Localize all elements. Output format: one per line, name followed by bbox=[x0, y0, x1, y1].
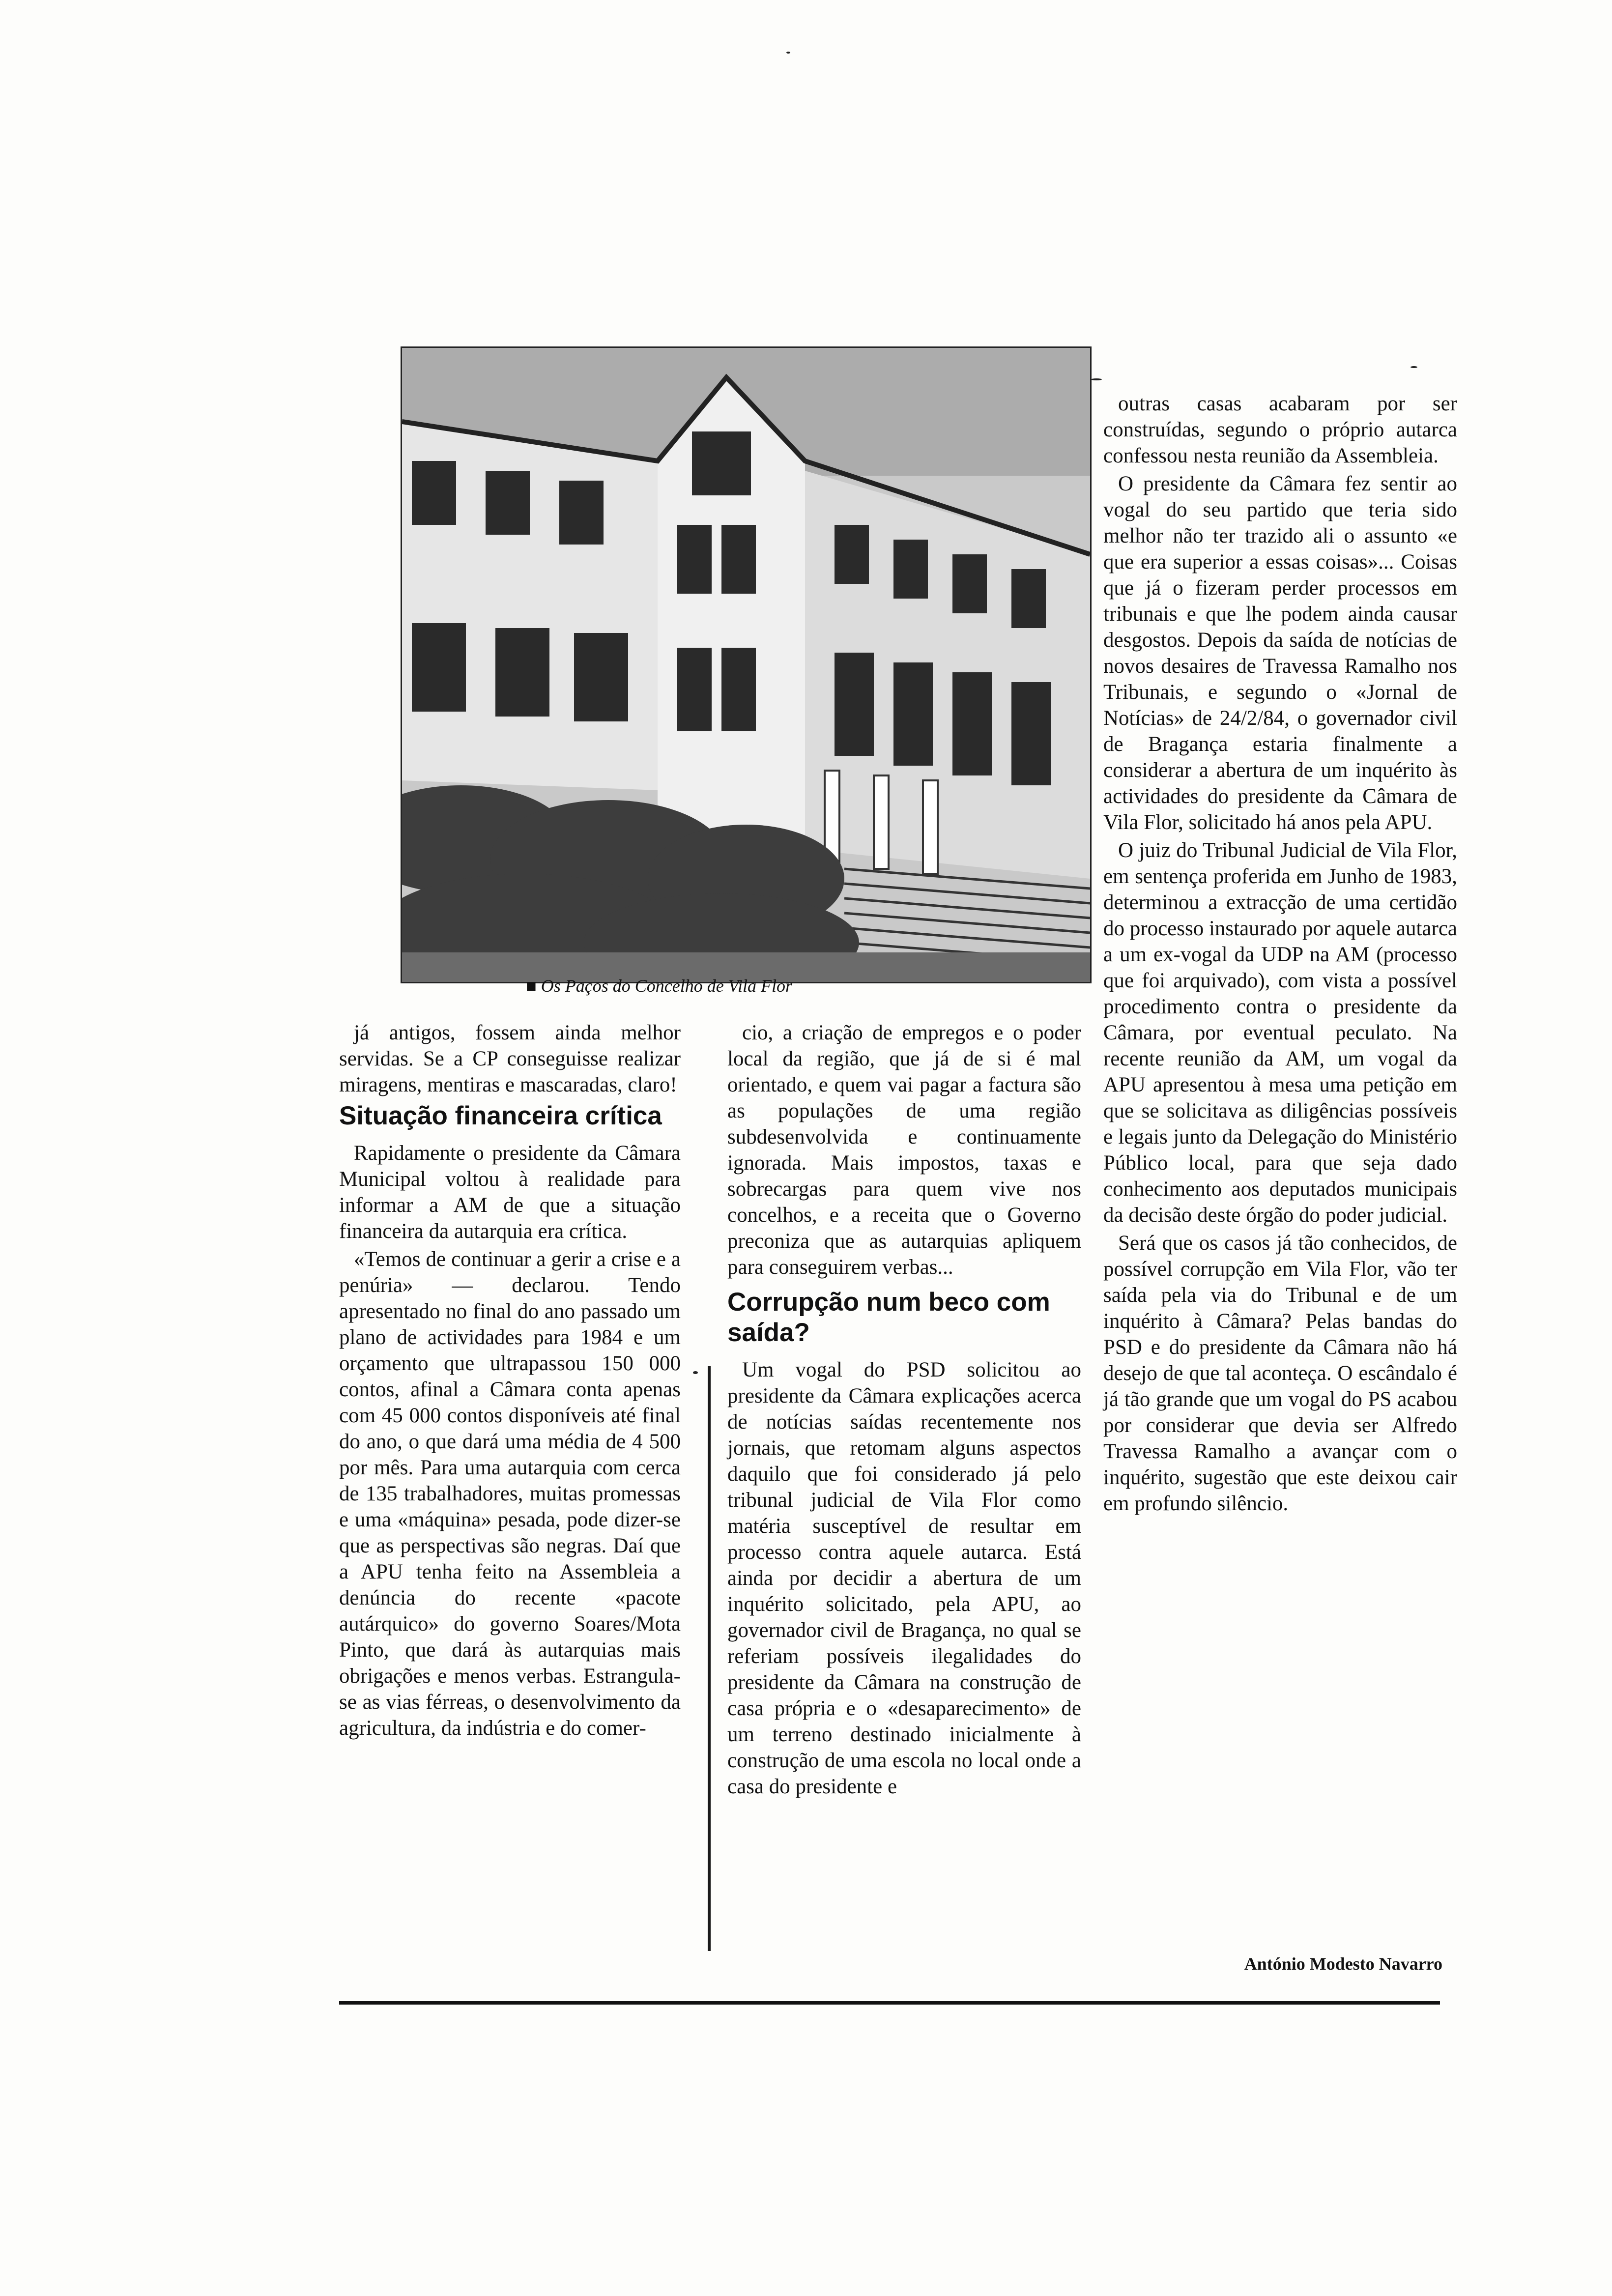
scan-speck bbox=[786, 52, 790, 54]
heading-financial-situation: Situação financeira crítica bbox=[339, 1101, 662, 1130]
caption-marker: ■ bbox=[526, 976, 537, 996]
column1-paragraph-2: Rapidamente o presidente da Câmara Municipal voltou à realidade para informar a AM de que a situação financeira da autarquia era crítica. bbox=[339, 1142, 681, 1243]
column3-paragraph-3: O juiz do Tribunal Judicial de Vila Flor, em sentença proferida em Junho de 1983, determinou a extracção de uma certidão do processo instaurado por aquele autarca a um ex-vogal da UDP na AM (processo que foi arquivado), com vista a possível procedimento contra o presidente da Câmara, por eventual peculato. Na recente reunião da AM, um vogal da APU apresentou à mesa uma petição em que se solicitava as diligências possíveis e legais junto da Delegação do Ministério Público local, para que seja dado conhecimento aos deputados municipais da decisão deste órgão do poder judicial. bbox=[1103, 839, 1457, 1227]
scan-speck bbox=[693, 1371, 698, 1374]
article-column-1 bbox=[339, 1020, 681, 1741]
town-hall-illustration bbox=[402, 348, 1090, 982]
article-column-2 bbox=[727, 1020, 1081, 1800]
column2-paragraph-2: Um vogal do PSD solicitou ao presidente da Câmara explicações acerca de notícias saídas recentemente nos jornais, que retomam alguns aspectos daquilo que foi considerado já pelo tribunal judicial de Vila Flor como matéria susceptível de resultar em processo contra aquele autarca. Está ainda por decidir a abertura de um inquérito solicitado, pela APU, ao governador civil de Bragança, no qual se referiam possíveis ilegalidades do presidente da Câmara na construção de casa própria e o «desaparecimento» de um terreno destinado inicialmente à construção de uma escola no local onde a casa do presidente e bbox=[727, 1358, 1081, 1798]
column-divider bbox=[708, 1366, 711, 1951]
column3-paragraph-2: O presidente da Câmara fez sentir ao vogal do seu partido que teria sido melhor não ter trazido ali o assunto «e que era superior a essas coisas»... Coisas que já o fizeram perder processos em tribunais e que lhe podem ainda causar desgostos. Depois da saída de notícias de novos desaires de Travessa Ramalho nos Tribunais, e segundo o «Jornal de Notícias» de 24/2/84, o governador civil de Bragança estaria finalmente a considerar a abertura de um inquérito às actividades do presidente da Câmara de Vila Flor, solicitado há anos pela APU. bbox=[1103, 472, 1457, 834]
column1-paragraph-3: «Temos de continuar a gerir a crise e a penúria» — declarou. Tendo apresentado no final do ano passado um plano de actividades para 1984 e um orçamento que ultrapassou 150 000 contos, afinal a Câmara conta apenas com 45 000 contos disponíveis até final do ano, o que dará uma média de 4 500 por mês. Para uma autarquia com cerca de 135 trabalhadores, muitas promessas e uma «máquina» pesada, pode dizer-se que as perspectivas são negras. Daí que a APU tenha feito na Assembleia a denúncia do recente «pacote autárquico» do governo Soares/Mota Pinto, que dará às autarquias mais obrigações e menos verbas. Estrangula-se as vias férreas, o desenvolvimento da agricultura, da indústria e do comer- bbox=[339, 1248, 681, 1740]
heading-corruption: Corrupção num beco com saída? bbox=[727, 1288, 1050, 1347]
scan-speck bbox=[1410, 366, 1417, 368]
scan-speck bbox=[1091, 378, 1102, 380]
caption-text: Os Paços do Concelho de Vila Flor bbox=[541, 976, 793, 996]
column2-paragraph-1: cio, a criação de empregos e o poder local da região, que já de si é mal orientado, e quem vai pagar a factura são as populações de uma região subdesenvolvida e continuamente ignorada. Mais impostos, taxas e sobrecargas para quem vive nos concelhos, e a receita que o Governo preconiza que as autarquias apliquem para conseguirem verbas... bbox=[727, 1021, 1081, 1279]
photo-caption bbox=[526, 976, 968, 1003]
author-signature: António Modesto Navarro bbox=[1244, 1954, 1442, 1974]
column1-paragraph-1: já antigos, fossem ainda melhor servidas. Se a CP conseguisse realizar miragens, mentiras e mascaradas, claro! bbox=[339, 1021, 681, 1096]
column3-paragraph-4: Será que os casos já tão conhecidos, de possível corrupção em Vila Flor, vão ter saída pela via do Tribunal e de um inquérito à Câmara? Pelas bandas do PSD e do presidente da Câmara não há desejo de que tal aconteça. O escândalo é já tão grande que um vogal do PS acabou por considerar que devia ser Alfredo Travessa Ramalho a avançar com o inquérito, sugestão que este deixou cair em profundo silêncio. bbox=[1103, 1232, 1457, 1515]
bottom-rule bbox=[339, 2001, 1440, 2005]
town-hall-photo bbox=[401, 346, 1092, 983]
article-column-3 bbox=[1103, 391, 1457, 1517]
column3-paragraph-1: outras casas acabaram por ser construídas, segundo o próprio autarca confessou nesta reunião da Assembleia. bbox=[1103, 392, 1457, 467]
